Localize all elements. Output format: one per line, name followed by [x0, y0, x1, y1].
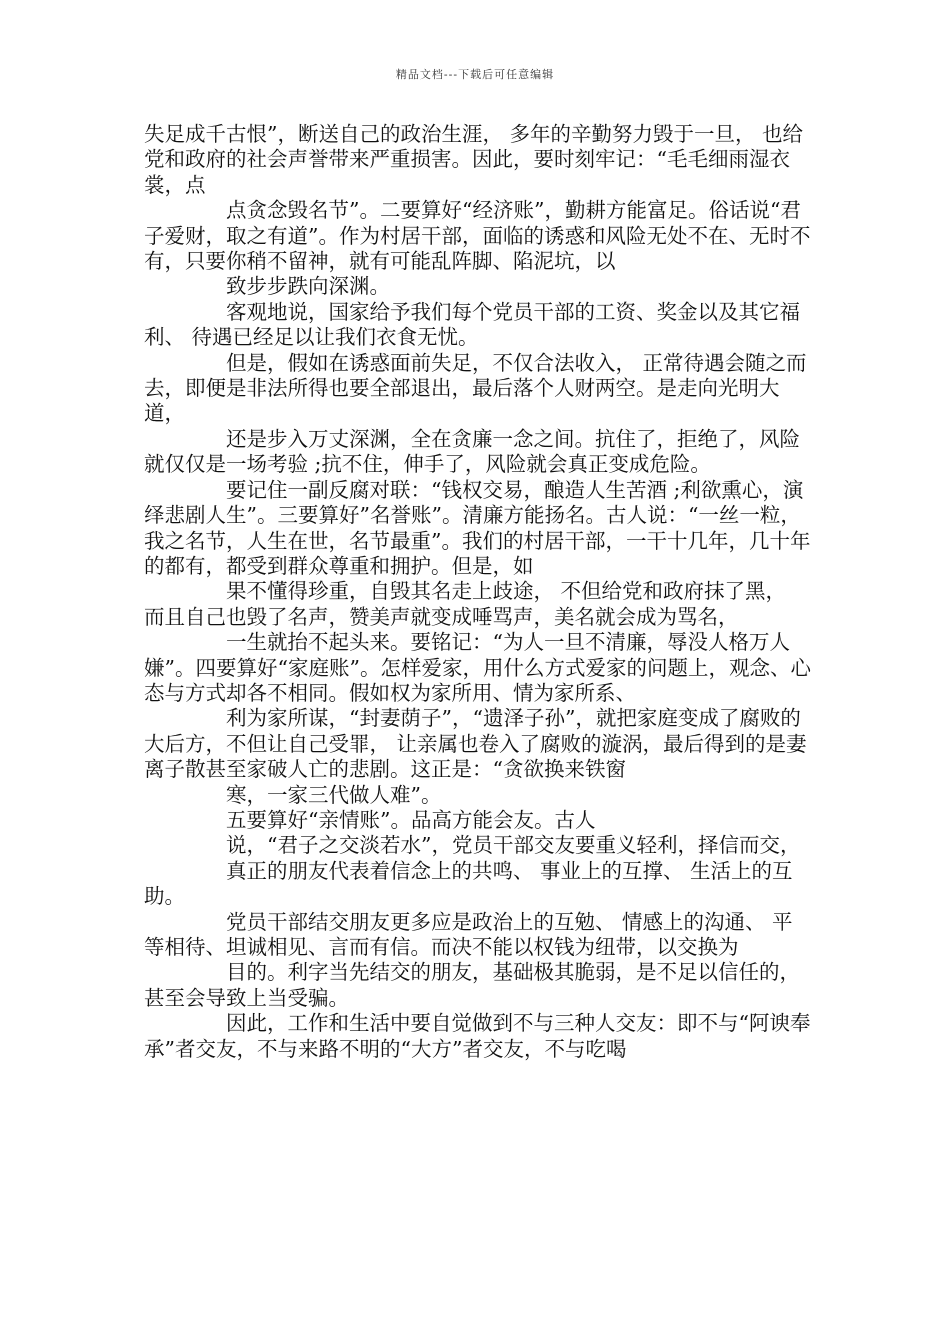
paragraph: 客观地说，国家给予我们每个党员干部的工资、奖金以及其它福利、 待遇已经足以让我们衣食无忧。	[144, 299, 800, 350]
paragraph: 点贪念毁名节”。二要算好“经济账”，勤耕方能富足。俗话说“君子爱财，取之有道”。作为村居干部，面临的诱惑和风险无处不在、无时不有，只要你稍不留神，就有可能乱阵脚、陷泥坑，以	[144, 198, 811, 274]
paragraph: 因此，工作和生活中要自觉做到不与三种人交友：即不与“阿谀奉承”者交友，不与来路不明的“大方”者交友，不与吃喝	[144, 1011, 811, 1061]
paragraph: 致步步跌向深渊。	[226, 274, 390, 299]
paragraph: 失足成千古恨”，断送自己的政治生涯， 多年的辛勤努力毁于一旦， 也给党和政府的社会声誉带来严重损害。因此，要时刻牢记：“毛毛细雨湿衣裳，点	[144, 122, 804, 197]
paragraph: 但是，假如在诱惑面前失足，不仅合法收入， 正常待遇会随之而去，即便是非法所得也要全部退出，最后落个人财两空。是走向光明大道，	[144, 350, 807, 426]
paragraph: 党员干部结交朋友更多应是政治上的互勉、 情感上的沟通、 平等相待、坦诚相见、言而有信。而决不能以权钱为纽带，以交换为	[144, 909, 793, 959]
paragraph: 寒，一家三代做人难”。	[226, 782, 442, 807]
paragraph: 一生就抬不起头来。要铭记：“为人一旦不清廉，辱没人格万人嫌”。四要算好“家庭账”。怎样爱家，用什么方式爱家的问题上，观念、心态与方式却各不相同。假如权为家所用、情为家所系、	[144, 630, 811, 705]
paragraph: 要记住一副反腐对联：“钱权交易，酿造人生苦酒 ;利欲熏心，演绎悲剧人生”。三要算好”名誉账”。清廉方能扬名。古人说：“一丝一粒，我之名节，人生在世，名节最重”。我们的村居干部，一干十几年，几十年的都有，都受到群众尊重和拥护。但是，如	[144, 477, 811, 578]
page-header: 精品文档---下载后可任意编辑	[395, 68, 555, 81]
paragraph: 目的。利字当先结交的朋友，基础极其脆弱，是不足以信任的，甚至会导致上当受骗。	[144, 960, 800, 1010]
paragraph: 利为家所谋，“封妻荫子”，“遗泽子孙”，就把家庭变成了腐败的大后方，不但让自己受罪， 让亲属也卷入了腐败的漩涡，最后得到的是妻离子散甚至家破人亡的悲剧。这正是：“贪欲换来铁窗	[144, 706, 807, 782]
paragraph: 真正的朋友代表着信念上的共鸣、 事业上的互撑、 生活上的互助。	[144, 858, 793, 909]
document-body	[144, 122, 812, 1062]
paragraph: 果不懂得珍重，自毁其名走上歧途， 不但给党和政府抹了黑， 而且自己也毁了名声，赞美声就变成唾骂声，美名就会成为骂名，	[144, 579, 787, 629]
paragraph: 说，“君子之交淡若水”，党员干部交友要重义轻利，择信而交，	[226, 833, 801, 858]
paragraph: 五要算好“亲情账”。品高方能会友。古人	[226, 807, 596, 832]
paragraph: 还是步入万丈深渊，全在贪廉一念之间。抗住了，拒绝了，风险就仅仅是一场考验 ;抗不住，伸手了，风险就会真正变成危险。	[144, 426, 800, 477]
